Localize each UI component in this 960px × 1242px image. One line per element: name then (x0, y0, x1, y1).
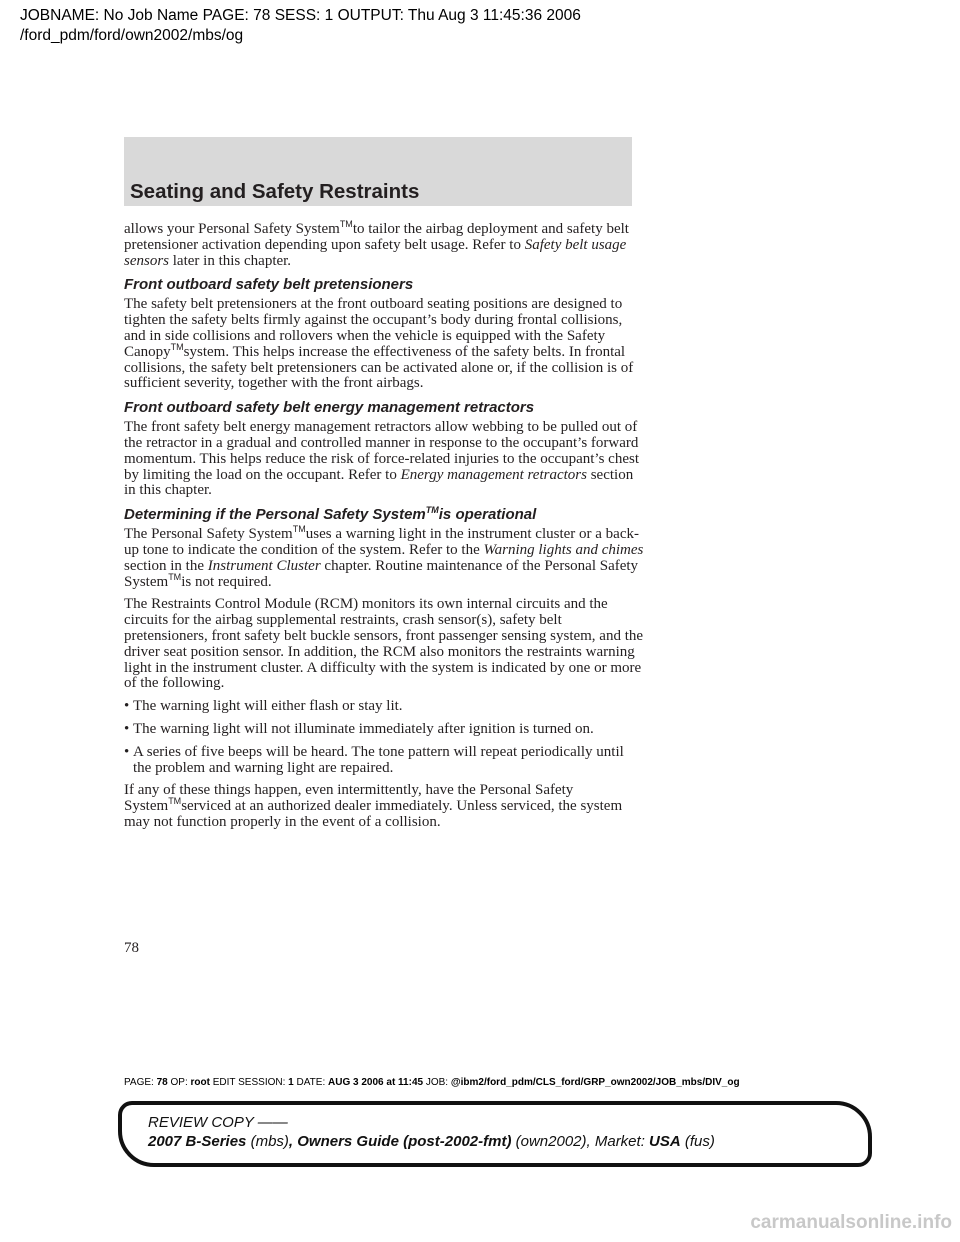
paragraph-service: If any of these things happen, even intermittently, have the Personal Safety System™serviced at an authorized dealer immediately. Unless serviced, the system may not function properly in the event of a collision. (124, 782, 623, 830)
review-copy-label: REVIEW COPY —— (148, 1114, 288, 1131)
paragraph-pretensioners: The safety belt pretensioners at the front outboard seating positions are designed to tighten the safety belts firmly against the occupant’s body during frontal collisions, and in side collisions and rollovers when the vehicle is equipped with the Safety Canopy™system. This helps increase the effectiveness of the safety belts. In frontal collisions, the safety belt pretensioners can be activated alone or, if the collision is of sufficient severity, together with the front airbags. (124, 296, 634, 392)
review-copy-text (148, 1113, 715, 1151)
heading-pretensioners: Front outboard safety belt pretensioners (124, 276, 414, 294)
section-title: Seating and Safety Restraints (130, 180, 420, 203)
trademark-mark: TM (425, 505, 439, 516)
trademark-mark: TM (339, 219, 353, 229)
bullet-icon: • (124, 720, 130, 737)
heading-operational: Determining if the Personal Safety System™is operational (124, 505, 537, 524)
paragraph-operational: The Personal Safety System™uses a warning light in the instrument cluster or a back-up tone to indicate the condition of the system. Refer to the Warning lights and chimes section in the Instrument Cluster chapter. Routine maintenance of the Personal Safety System™is not required. (124, 524, 644, 590)
job-header (20, 6, 581, 46)
trademark-mark: TM (168, 571, 182, 582)
page-content (124, 219, 644, 838)
paragraph-intro: allows your Personal Safety System™to tailor the airbag deployment and safety belt pretensioner activation depending upon safety belt usage. Refer to Safety belt usage sensors later in this chapter. (124, 219, 629, 269)
job-header-line2: /ford_pdm/ford/own2002/mbs/og (20, 27, 244, 44)
symptom-list (124, 699, 644, 776)
bullet-icon: • (124, 698, 130, 715)
trademark-mark: TM (170, 341, 184, 352)
list-item: • The warning light will not illuminate immediately after ignition is turned on. (124, 720, 594, 737)
cross-reference: Warning lights and chimes (483, 541, 644, 558)
review-copy-box (118, 1101, 872, 1167)
cross-reference: Energy management retractors (400, 466, 587, 483)
paragraph-retractors: The front safety belt energy management retractors allow webbing to be pulled out of the retractor in a gradual and controlled manner in response to the occupant’s forward momentum. This helps reduce the risk of force-related injuries to the occupant’s chest by limiting the load on the occupant. Refer to Energy management retractors section in this chapter. (124, 419, 639, 499)
watermark: carmanualsonline.info (750, 1212, 952, 1233)
list-item: • A series of five beeps will be heard. The tone pattern will repeat periodically until the problem and warning light are repaired. (124, 743, 624, 776)
heading-retractors: Front outboard safety belt energy management retractors (124, 399, 535, 417)
footer-info: PAGE: 78 OP: root EDIT SESSION: 1 DATE: AUG 3 2006 at 11:45 JOB: @ibm2/ford_pdm/CLS_ford/GRP_own2002/JOB_mbs/DIV_og (124, 1077, 740, 1088)
cross-reference: Safety belt usage sensors (124, 236, 627, 269)
bullet-icon: • (124, 743, 130, 760)
paragraph-rcm: The Restraints Control Module (RCM) monitors its own internal circuits and the circuits for the airbag supplemental restraints, crash sensor(s), safety belt pretensioners, front safety belt buckle sensors, front passenger sensing system, and the driver seat position sensor. In addition, the RCM also monitors the restraints warning light in the instrument cluster. A difficulty with the system is indicated by one or more of the following. (124, 596, 644, 692)
review-copy-details: 2007 B-Series (mbs), Owners Guide (post-2002-fmt) (own2002), Market: USA (fus) (148, 1133, 715, 1150)
trademark-mark: TM (168, 796, 182, 807)
cross-reference: Instrument Cluster (207, 557, 321, 574)
job-header-line1: JOBNAME: No Job Name PAGE: 78 SESS: 1 OUTPUT: Thu Aug 3 11:45:36 2006 (20, 7, 581, 24)
list-item: • The warning light will either flash or stay lit. (124, 698, 403, 715)
trademark-mark: TM (292, 524, 306, 535)
page-number: 78 (124, 940, 139, 956)
